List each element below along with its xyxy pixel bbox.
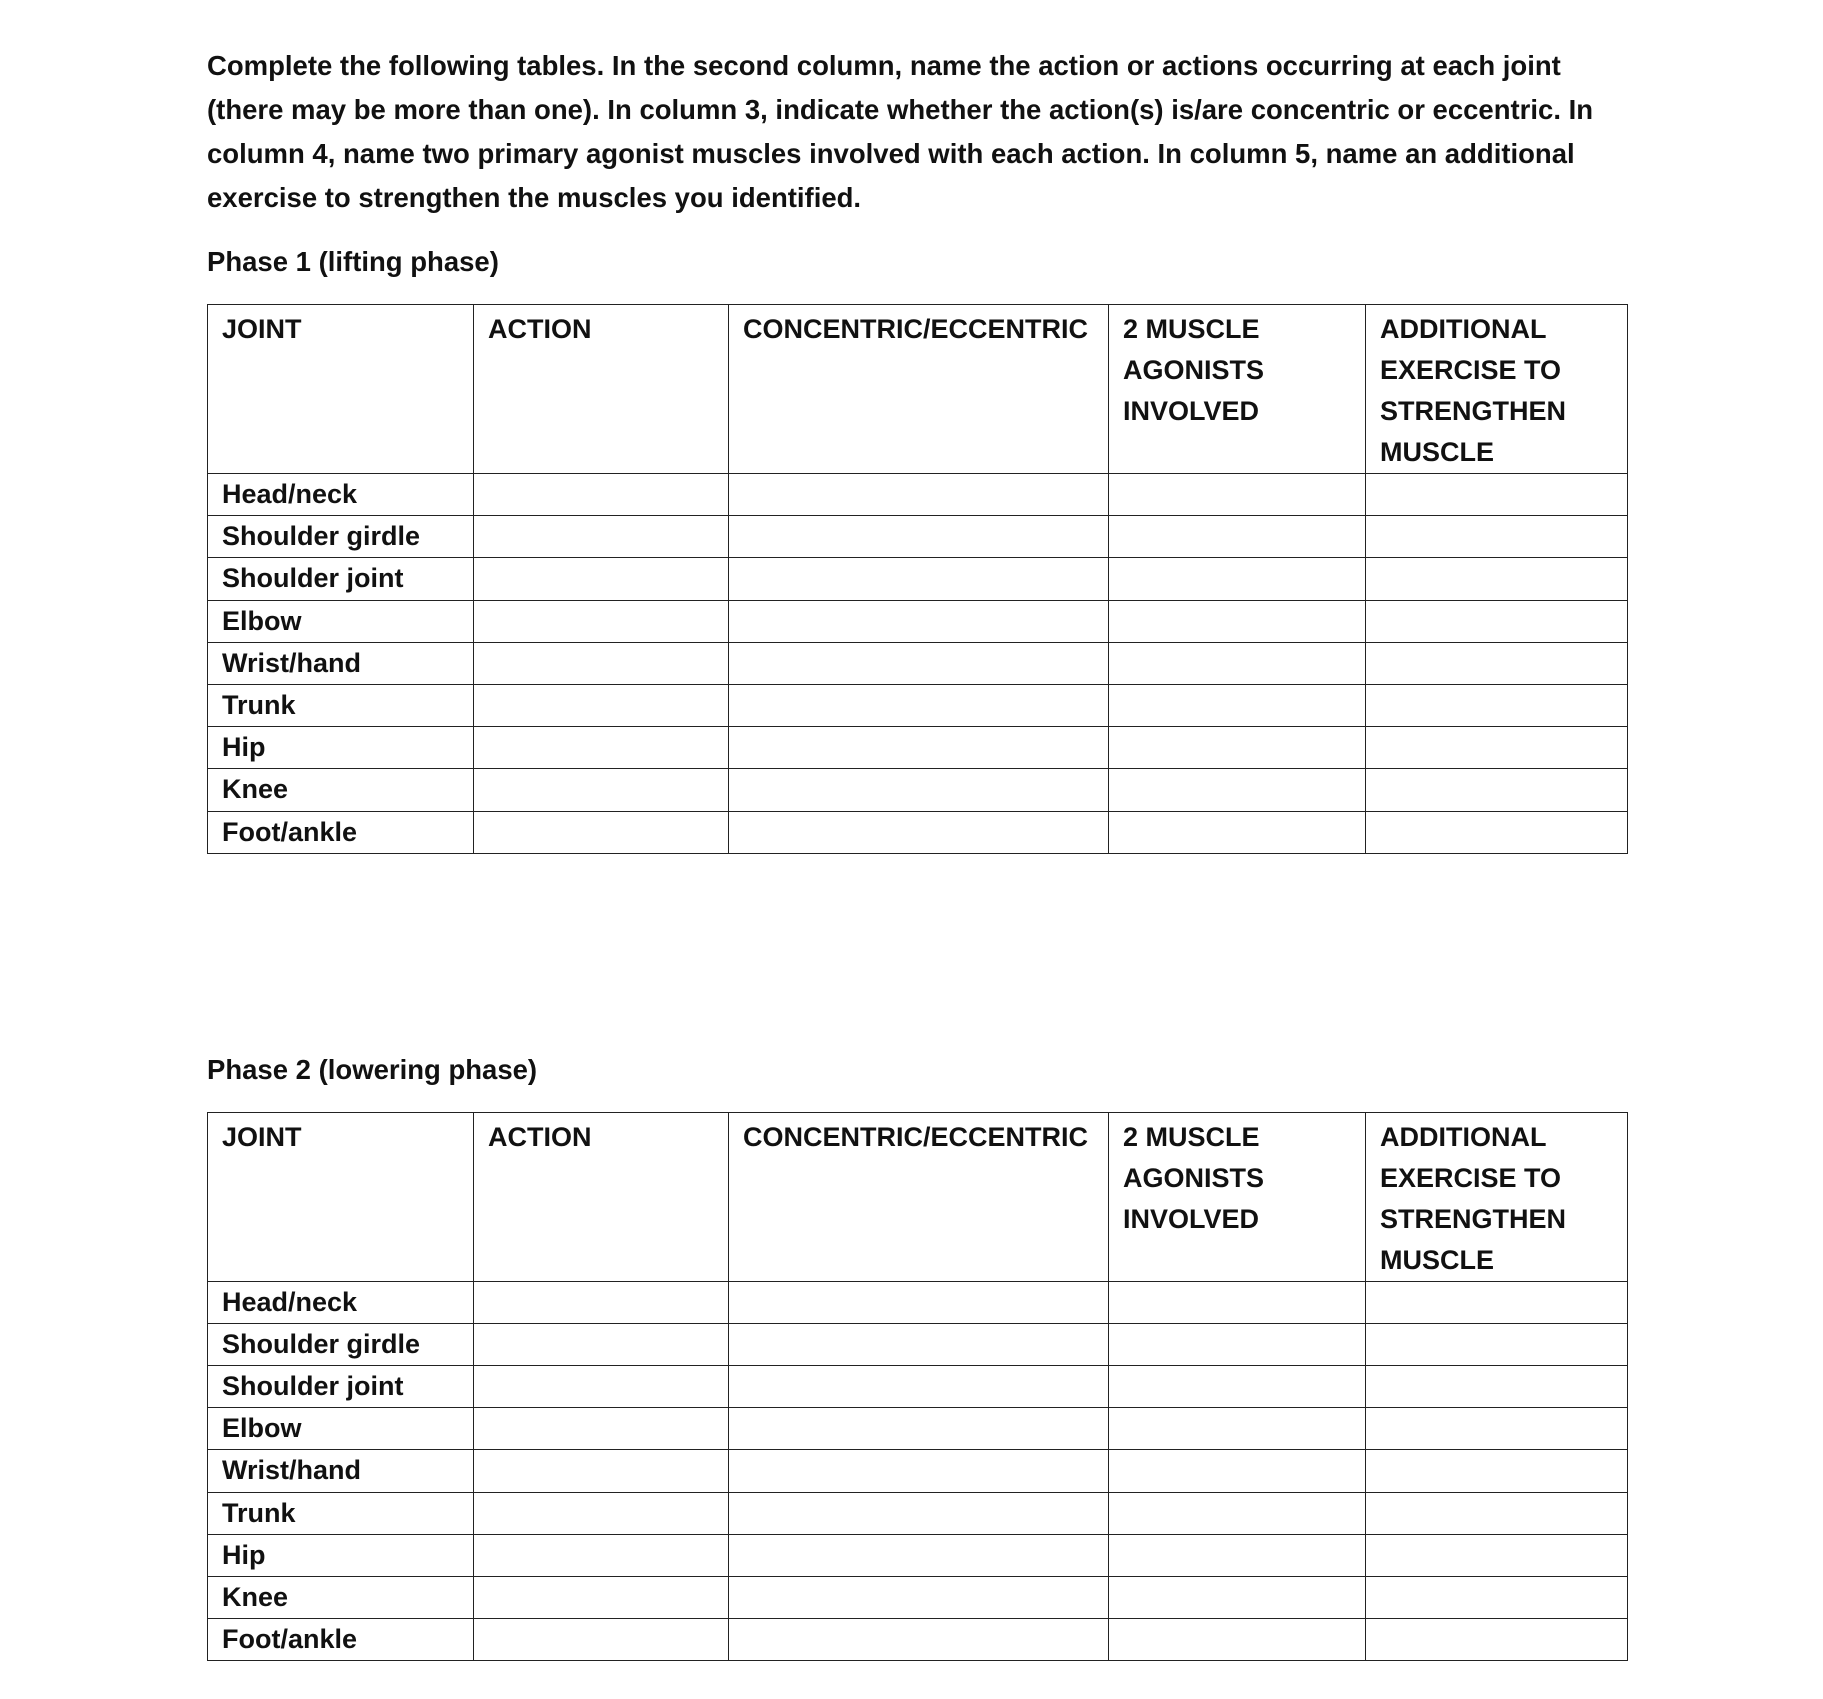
muscle-agonists-cell[interactable]: [1109, 1577, 1366, 1619]
table-row: [208, 1619, 1628, 1661]
muscle-agonists-cell[interactable]: [1109, 727, 1366, 769]
joint-cell: Hip: [208, 727, 474, 769]
action-cell[interactable]: [474, 811, 729, 853]
additional-exercise-cell[interactable]: [1366, 684, 1628, 726]
additional-exercise-cell[interactable]: [1366, 1577, 1628, 1619]
additional-exercise-cell[interactable]: [1366, 727, 1628, 769]
action-cell[interactable]: [474, 1450, 729, 1492]
joint-cell: Head/neck: [208, 1281, 474, 1323]
table-row: [208, 474, 1628, 516]
concentric-eccentric-cell[interactable]: [729, 474, 1109, 516]
additional-exercise-cell[interactable]: [1366, 1408, 1628, 1450]
concentric-eccentric-cell[interactable]: [729, 1492, 1109, 1534]
muscle-agonists-cell[interactable]: [1109, 1534, 1366, 1576]
additional-exercise-cell[interactable]: [1366, 1534, 1628, 1576]
action-cell[interactable]: [474, 1619, 729, 1661]
additional-exercise-cell[interactable]: [1366, 811, 1628, 853]
joint-cell: Elbow: [208, 1408, 474, 1450]
action-cell[interactable]: [474, 1323, 729, 1365]
joint-cell: Knee: [208, 769, 474, 811]
table-row: [208, 558, 1628, 600]
column-header-action: ACTION: [474, 1112, 729, 1281]
table-row: [208, 1408, 1628, 1450]
muscle-agonists-cell[interactable]: [1109, 1492, 1366, 1534]
phase-1-table: [207, 304, 1628, 854]
additional-exercise-cell[interactable]: [1366, 1492, 1628, 1534]
muscle-agonists-cell[interactable]: [1109, 769, 1366, 811]
table-row: [208, 516, 1628, 558]
additional-exercise-cell[interactable]: [1366, 474, 1628, 516]
action-cell[interactable]: [474, 516, 729, 558]
table-row: [208, 769, 1628, 811]
muscle-agonists-cell[interactable]: [1109, 1281, 1366, 1323]
table-row: [208, 1323, 1628, 1365]
action-cell[interactable]: [474, 727, 729, 769]
action-cell[interactable]: [474, 684, 729, 726]
joint-cell: Shoulder girdle: [208, 1323, 474, 1365]
table-header-row: [208, 305, 1628, 474]
phase-1-title: Phase 1 (lifting phase): [207, 246, 499, 277]
joint-cell: Foot/ankle: [208, 811, 474, 853]
action-cell[interactable]: [474, 642, 729, 684]
concentric-eccentric-cell[interactable]: [729, 642, 1109, 684]
concentric-eccentric-cell[interactable]: [729, 600, 1109, 642]
instructions-text: Complete the following tables. In the second column, name the action or actions occurring at each joint (there may be more than one). In column 3, indicate whether the action(s) is/are concentric or eccentric. In column 4, name two primary agonist muscles involved with each action. In column 5, name an additional exercise to strengthen the muscles you identified.: [207, 50, 1594, 213]
table-row: [208, 1450, 1628, 1492]
joint-cell: Shoulder joint: [208, 1366, 474, 1408]
muscle-agonists-cell[interactable]: [1109, 1366, 1366, 1408]
worksheet-page: [207, 44, 1627, 1661]
muscle-agonists-cell[interactable]: [1109, 811, 1366, 853]
additional-exercise-cell[interactable]: [1366, 600, 1628, 642]
action-cell[interactable]: [474, 1366, 729, 1408]
table-row: [208, 1366, 1628, 1408]
joint-cell: Elbow: [208, 600, 474, 642]
column-header-muscle-agonists: 2 MUSCLE AGONISTS INVOLVED: [1109, 305, 1366, 474]
table-row: [208, 642, 1628, 684]
concentric-eccentric-cell[interactable]: [729, 1619, 1109, 1661]
joint-cell: Wrist/hand: [208, 1450, 474, 1492]
concentric-eccentric-cell[interactable]: [729, 727, 1109, 769]
additional-exercise-cell[interactable]: [1366, 1323, 1628, 1365]
concentric-eccentric-cell[interactable]: [729, 769, 1109, 811]
joint-cell: Shoulder girdle: [208, 516, 474, 558]
concentric-eccentric-cell[interactable]: [729, 1366, 1109, 1408]
table-row: [208, 684, 1628, 726]
additional-exercise-cell[interactable]: [1366, 642, 1628, 684]
concentric-eccentric-cell[interactable]: [729, 1281, 1109, 1323]
action-cell[interactable]: [474, 1281, 729, 1323]
additional-exercise-cell[interactable]: [1366, 769, 1628, 811]
column-header-concentric-eccentric: CONCENTRIC/ECCENTRIC: [729, 1112, 1109, 1281]
table-row: [208, 600, 1628, 642]
concentric-eccentric-cell[interactable]: [729, 684, 1109, 726]
additional-exercise-cell[interactable]: [1366, 1619, 1628, 1661]
column-header-action: ACTION: [474, 305, 729, 474]
additional-exercise-cell[interactable]: [1366, 1450, 1628, 1492]
joint-cell: Trunk: [208, 1492, 474, 1534]
table-row: [208, 727, 1628, 769]
muscle-agonists-cell[interactable]: [1109, 516, 1366, 558]
joint-cell: Shoulder joint: [208, 558, 474, 600]
column-header-joint: JOINT: [208, 1112, 474, 1281]
muscle-agonists-cell[interactable]: [1109, 1450, 1366, 1492]
phase-1-rows: [208, 474, 1628, 854]
column-header-additional-exercise: ADDITIONAL EXERCISE TO STRENGTHEN MUSCLE: [1366, 1112, 1628, 1281]
additional-exercise-cell[interactable]: [1366, 1281, 1628, 1323]
joint-cell: Hip: [208, 1534, 474, 1576]
muscle-agonists-cell[interactable]: [1109, 684, 1366, 726]
phase-2-title: Phase 2 (lowering phase): [207, 1053, 538, 1085]
table-row: [208, 1577, 1628, 1619]
joint-cell: Foot/ankle: [208, 1619, 474, 1661]
muscle-agonists-cell[interactable]: [1109, 1323, 1366, 1365]
action-cell[interactable]: [474, 1408, 729, 1450]
joint-cell: Trunk: [208, 684, 474, 726]
concentric-eccentric-cell[interactable]: [729, 1323, 1109, 1365]
muscle-agonists-cell[interactable]: [1109, 600, 1366, 642]
table-row: [208, 1492, 1628, 1534]
column-header-muscle-agonists: 2 MUSCLE AGONISTS INVOLVED: [1109, 1112, 1366, 1281]
action-cell[interactable]: [474, 1577, 729, 1619]
concentric-eccentric-cell[interactable]: [729, 516, 1109, 558]
additional-exercise-cell[interactable]: [1366, 1366, 1628, 1408]
concentric-eccentric-cell[interactable]: [729, 811, 1109, 853]
muscle-agonists-cell[interactable]: [1109, 474, 1366, 516]
action-cell[interactable]: [474, 558, 729, 600]
table-row: [208, 1534, 1628, 1576]
muscle-agonists-cell[interactable]: [1109, 1408, 1366, 1450]
joint-cell: Wrist/hand: [208, 642, 474, 684]
column-header-joint: JOINT: [208, 305, 474, 474]
joint-cell: Knee: [208, 1577, 474, 1619]
muscle-agonists-cell[interactable]: [1109, 558, 1366, 600]
table-header-row: [208, 1112, 1628, 1281]
concentric-eccentric-cell[interactable]: [729, 1408, 1109, 1450]
table-row: [208, 811, 1628, 853]
action-cell[interactable]: [474, 600, 729, 642]
action-cell[interactable]: [474, 1492, 729, 1534]
muscle-agonists-cell[interactable]: [1109, 642, 1366, 684]
action-cell[interactable]: [474, 769, 729, 811]
muscle-agonists-cell[interactable]: [1109, 1619, 1366, 1661]
concentric-eccentric-cell[interactable]: [729, 558, 1109, 600]
action-cell[interactable]: [474, 474, 729, 516]
column-header-additional-exercise: ADDITIONAL EXERCISE TO STRENGTHEN MUSCLE: [1366, 305, 1628, 474]
joint-cell: Head/neck: [208, 474, 474, 516]
phase-2-rows: [208, 1281, 1628, 1661]
table-row: [208, 1281, 1628, 1323]
concentric-eccentric-cell[interactable]: [729, 1577, 1109, 1619]
additional-exercise-cell[interactable]: [1366, 558, 1628, 600]
action-cell[interactable]: [474, 1534, 729, 1576]
column-header-concentric-eccentric: CONCENTRIC/ECCENTRIC: [729, 305, 1109, 474]
concentric-eccentric-cell[interactable]: [729, 1450, 1109, 1492]
additional-exercise-cell[interactable]: [1366, 516, 1628, 558]
concentric-eccentric-cell[interactable]: [729, 1534, 1109, 1576]
phase-2-table: [207, 1112, 1628, 1662]
